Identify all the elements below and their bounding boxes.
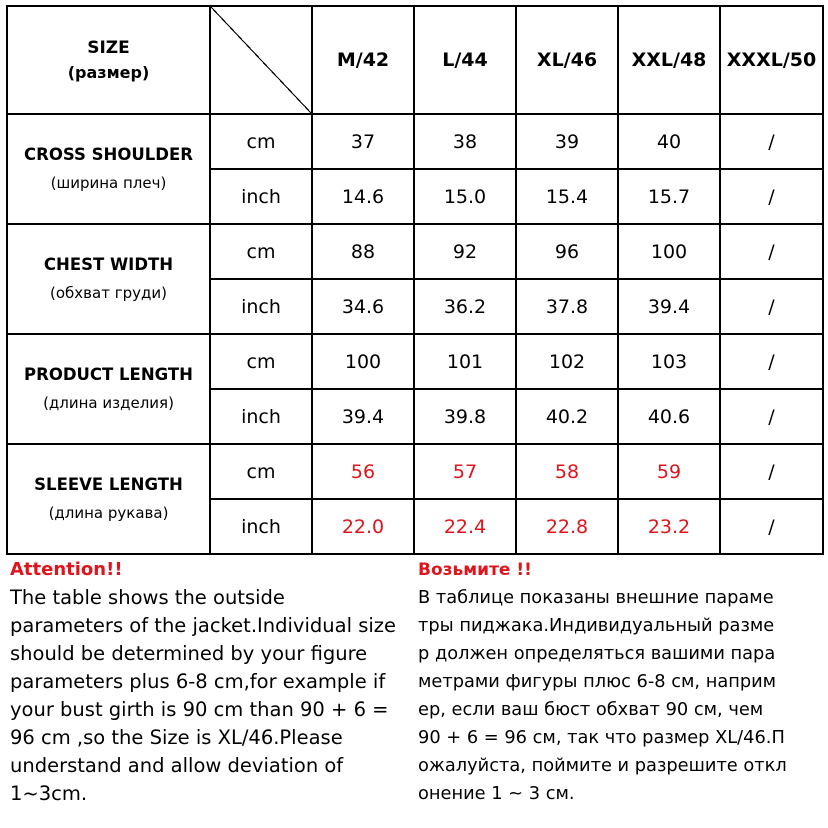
- size-label: SIZE: [87, 38, 130, 58]
- value-cell: /: [720, 169, 823, 224]
- value-cell: 22.8: [516, 499, 618, 554]
- value-cell: 37: [312, 114, 414, 169]
- measure-title: SLEEVE LENGTH: [34, 475, 183, 494]
- note-line: your bust girth is 90 cm than 90 + 6 =: [10, 698, 389, 721]
- size-sublabel: (размер): [67, 63, 150, 82]
- unit-cell: cm: [210, 224, 312, 279]
- value-cell: 39: [516, 114, 618, 169]
- value-cell: 39.8: [414, 389, 516, 444]
- measure-title: PRODUCT LENGTH: [24, 365, 193, 384]
- size-chart-table: [6, 5, 824, 555]
- unit-cell: cm: [210, 444, 312, 499]
- value-cell: 23.2: [618, 499, 720, 554]
- value-cell: 22.0: [312, 499, 414, 554]
- table-row: [7, 334, 823, 389]
- size-column-header: M/42: [312, 6, 414, 114]
- attention-heading-ru: Возьмите !!: [418, 560, 532, 580]
- value-cell: 58: [516, 444, 618, 499]
- value-cell: /: [720, 279, 823, 334]
- size-column-header: XL/46: [516, 6, 618, 114]
- note-line: тры пиджака.Индивидуальный разме: [418, 615, 775, 636]
- value-cell: 40.2: [516, 389, 618, 444]
- note-line: parameters plus 6-8 cm,for example if: [10, 670, 386, 693]
- value-cell: 57: [414, 444, 516, 499]
- value-cell: 38: [414, 114, 516, 169]
- unit-cell: inch: [210, 389, 312, 444]
- unit-cell: inch: [210, 499, 312, 554]
- note-line: should be determined by your figure: [10, 642, 368, 665]
- measure-label-cell: [7, 224, 210, 334]
- unit-cell: inch: [210, 169, 312, 224]
- value-cell: 92: [414, 224, 516, 279]
- value-cell: /: [720, 224, 823, 279]
- measure-title: CHEST WIDTH: [43, 255, 174, 274]
- measure-subtitle: (длина рукава): [48, 504, 169, 522]
- note-line: parameters of the jacket.Individual size: [10, 614, 397, 637]
- note-line: 96 cm ,so the Size is XL/46.Please: [10, 726, 343, 749]
- size-column-header: XXL/48: [618, 6, 720, 114]
- note-line: ер, если ваш бюст обхват 90 см, чем: [418, 699, 764, 720]
- note-line: р должен определяться вашими пара: [418, 643, 776, 664]
- measure-title: CROSS SHOULDER: [24, 145, 193, 164]
- value-cell: 88: [312, 224, 414, 279]
- value-cell: /: [720, 114, 823, 169]
- value-cell: 15.7: [618, 169, 720, 224]
- measure-subtitle: (ширина плеч): [50, 174, 167, 192]
- value-cell: 34.6: [312, 279, 414, 334]
- value-cell: 39.4: [312, 389, 414, 444]
- value-cell: 102: [516, 334, 618, 389]
- value-cell: 15.4: [516, 169, 618, 224]
- value-cell: 14.6: [312, 169, 414, 224]
- note-line: онение 1 ~ 3 см.: [418, 783, 575, 804]
- english-note: [10, 556, 410, 808]
- value-cell: 40.6: [618, 389, 720, 444]
- table-row: [7, 224, 823, 279]
- table-row: [7, 444, 823, 499]
- value-cell: /: [720, 499, 823, 554]
- attention-heading-en: Attention!!: [10, 559, 123, 580]
- header-row: [7, 6, 823, 114]
- note-line: ожалуйста, поймите и разрешите откл: [418, 755, 787, 776]
- unit-cell: cm: [210, 334, 312, 389]
- note-line: 90 + 6 = 96 см, так что размер XL/46.П: [418, 727, 785, 748]
- value-cell: 15.0: [414, 169, 516, 224]
- value-cell: 96: [516, 224, 618, 279]
- diagonal-corner-cell: [210, 6, 312, 114]
- size-header-cell: [7, 6, 210, 114]
- size-column-header: L/44: [414, 6, 516, 114]
- note-line: В таблице показаны внешние параме: [418, 587, 774, 608]
- measure-subtitle: (обхват груди): [50, 284, 167, 302]
- note-line: The table shows the outside: [10, 586, 285, 609]
- value-cell: 101: [414, 334, 516, 389]
- value-cell: 39.4: [618, 279, 720, 334]
- value-cell: 56: [312, 444, 414, 499]
- size-column-header: XXXL/50: [720, 6, 823, 114]
- note-line: метрами фигуры плюс 6-8 см, наприм: [418, 671, 777, 692]
- measure-subtitle: (длина изделия): [43, 394, 174, 412]
- unit-cell: cm: [210, 114, 312, 169]
- measure-label-cell: [7, 114, 210, 224]
- value-cell: 59: [618, 444, 720, 499]
- value-cell: 40: [618, 114, 720, 169]
- table-row: [7, 114, 823, 169]
- value-cell: 100: [312, 334, 414, 389]
- unit-cell: inch: [210, 279, 312, 334]
- note-line: understand and allow deviation of: [10, 754, 344, 777]
- measure-label-cell: [7, 334, 210, 444]
- measure-label-cell: [7, 444, 210, 554]
- value-cell: 22.4: [414, 499, 516, 554]
- russian-note: [418, 556, 822, 808]
- value-cell: 100: [618, 224, 720, 279]
- note-line: 1~3cm.: [10, 782, 88, 805]
- value-cell: /: [720, 389, 823, 444]
- value-cell: /: [720, 334, 823, 389]
- value-cell: /: [720, 444, 823, 499]
- value-cell: 36.2: [414, 279, 516, 334]
- value-cell: 103: [618, 334, 720, 389]
- value-cell: 37.8: [516, 279, 618, 334]
